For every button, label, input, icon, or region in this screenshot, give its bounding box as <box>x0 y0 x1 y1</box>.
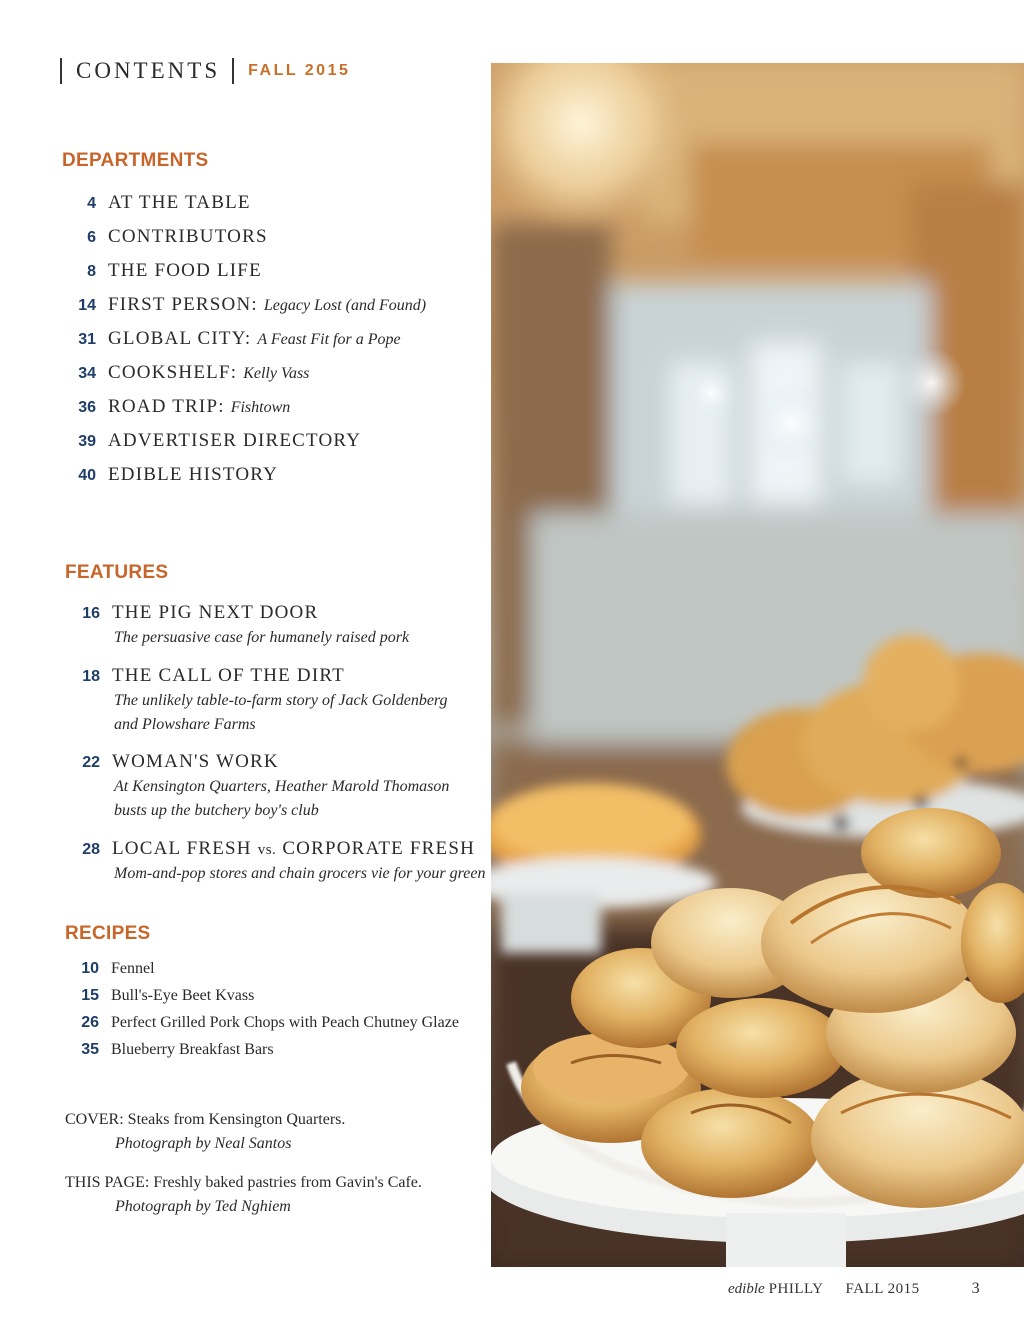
contents-title: CONTENTS <box>76 58 221 83</box>
page-number: 40 <box>78 467 96 484</box>
toc-entry[interactable] <box>60 362 309 384</box>
feature-description <box>114 626 409 650</box>
feature-title: THE CALL OF THE DIRT <box>112 665 345 686</box>
header-bar-left <box>60 58 62 84</box>
page-number: 36 <box>78 399 96 416</box>
toc-entry[interactable] <box>60 396 290 418</box>
toc-entry[interactable] <box>60 294 426 316</box>
description-line: Mom-and-pop stores and chain grocers vie for your green <box>114 865 486 882</box>
page-number: 26 <box>81 1014 99 1031</box>
recipe-title: Fennel <box>111 960 155 977</box>
page-number: 10 <box>81 960 99 977</box>
toc-entry[interactable] <box>60 328 401 350</box>
feature-title-vs: vs. <box>257 842 277 858</box>
footer-brand: PHILLY <box>768 1281 824 1297</box>
entry-title: ADVERTISER DIRECTORY <box>108 430 362 451</box>
feature-title: WOMAN'S WORK <box>112 751 279 772</box>
page-footer <box>728 1280 980 1298</box>
photo-credit: Photograph by Neal Santos <box>115 1135 292 1152</box>
feature-title-part: CORPORATE FRESH <box>282 838 476 859</box>
entry-title: AT THE TABLE <box>108 192 251 213</box>
description-line: The unlikely table-to-farm story of Jack Goldenberg <box>114 692 448 709</box>
page-credit <box>65 1171 422 1219</box>
recipe-entry[interactable] <box>63 987 254 1005</box>
feature-entry[interactable] <box>64 602 318 624</box>
header-bar-right <box>232 58 234 84</box>
entry-title: ROAD TRIP: <box>108 396 225 417</box>
cover-credit <box>65 1108 345 1156</box>
footer-season: FALL 2015 <box>845 1281 920 1297</box>
entry-title: THE FOOD LIFE <box>108 260 262 281</box>
entry-title: COOKSHELF: <box>108 362 238 383</box>
feature-description <box>114 689 448 737</box>
contents-header <box>60 58 350 84</box>
toc-entry[interactable] <box>60 260 262 282</box>
recipe-title: Bull's-Eye Beet Kvass <box>111 987 255 1004</box>
page-number: 8 <box>87 263 96 280</box>
feature-entry[interactable] <box>64 751 279 773</box>
entry-subtitle: Fishtown <box>230 399 291 416</box>
entry-title: GLOBAL CITY: <box>108 328 252 349</box>
feature-entry[interactable] <box>64 665 345 687</box>
feature-description <box>114 775 449 823</box>
features-heading: FEATURES <box>65 562 169 583</box>
entry-subtitle: Legacy Lost (and Found) <box>263 297 427 314</box>
page-number: 18 <box>82 668 100 685</box>
page-number: 15 <box>81 987 99 1004</box>
departments-heading: DEPARTMENTS <box>62 150 209 171</box>
entry-title: EDIBLE HISTORY <box>108 464 279 485</box>
entry-subtitle: Kelly Vass <box>243 365 310 382</box>
recipe-title: Perfect Grilled Pork Chops with Peach Chutney Glaze <box>111 1014 459 1031</box>
credit-text: THIS PAGE: Freshly baked pastries from Gavin's Cafe. <box>65 1174 422 1191</box>
page-number: 6 <box>87 229 96 246</box>
page-number: 22 <box>82 754 100 771</box>
recipes-heading: RECIPES <box>65 923 151 944</box>
recipe-entry[interactable] <box>63 1041 274 1059</box>
toc-entry[interactable] <box>60 464 278 486</box>
pastries-illustration <box>491 63 1024 1267</box>
page-number: 31 <box>78 331 96 348</box>
toc-entry[interactable] <box>60 430 361 452</box>
page-number: 14 <box>78 297 96 314</box>
feature-title: THE PIG NEXT DOOR <box>112 602 319 623</box>
page-number-footer: 3 <box>971 1280 980 1297</box>
footer-brand-italic: edible <box>728 1281 765 1297</box>
description-line: At Kensington Quarters, Heather Marold Thomason <box>114 778 450 795</box>
issue-season: FALL 2015 <box>248 62 351 79</box>
pastries-photo <box>491 63 1024 1267</box>
feature-title-part: LOCAL FRESH <box>112 838 252 859</box>
page-number: 4 <box>87 195 96 212</box>
description-line: The persuasive case for humanely raised pork <box>114 629 410 646</box>
description-line: and Plowshare Farms <box>114 716 256 733</box>
description-line: busts up the butchery boy's club <box>114 802 319 819</box>
page-number: 35 <box>81 1041 99 1058</box>
recipe-entry[interactable] <box>63 1014 459 1032</box>
page-number: 39 <box>78 433 96 450</box>
recipe-entry[interactable] <box>63 960 155 978</box>
page-number: 28 <box>82 841 100 858</box>
credit-text: COVER: Steaks from Kensington Quarters. <box>65 1111 346 1128</box>
toc-entry[interactable] <box>60 226 268 248</box>
page-number: 16 <box>82 605 100 622</box>
photo-credit: Photograph by Ted Nghiem <box>115 1198 291 1215</box>
recipe-title: Blueberry Breakfast Bars <box>111 1041 274 1058</box>
toc-entry[interactable] <box>60 192 251 214</box>
entry-title: CONTRIBUTORS <box>108 226 268 247</box>
feature-entry[interactable] <box>64 838 475 860</box>
feature-description <box>114 862 486 886</box>
entry-title: FIRST PERSON: <box>108 294 258 315</box>
page-number: 34 <box>78 365 96 382</box>
entry-subtitle: A Feast Fit for a Pope <box>257 331 401 348</box>
